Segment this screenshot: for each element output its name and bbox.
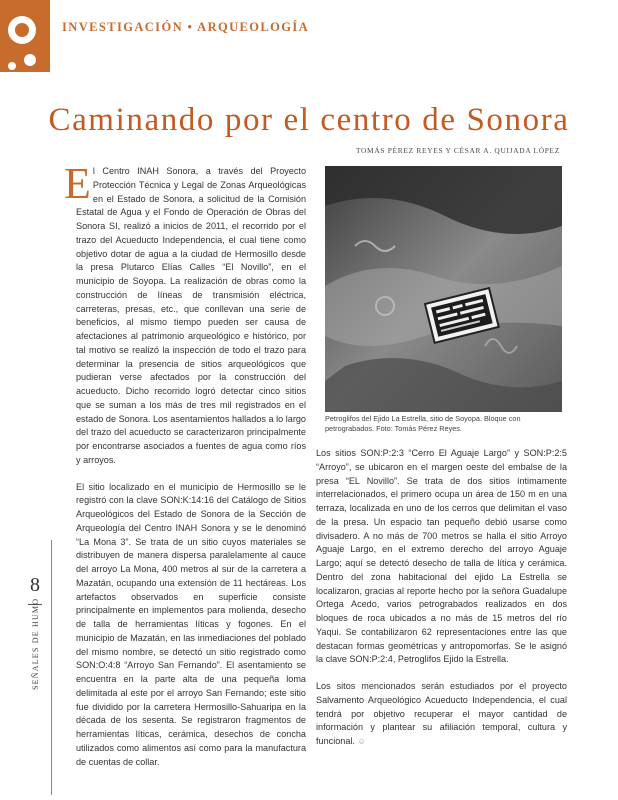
end-mark-icon: ☺ bbox=[357, 737, 366, 746]
petroglyph-photo bbox=[325, 166, 562, 412]
section-header: INVESTIGACIÓN • ARQUEOLOGÍA bbox=[62, 20, 310, 34]
closing-paragraph bbox=[316, 680, 567, 749]
photo-caption: Petroglifos del Ejido La Estrella, sitio de Soyopa. Bloque con petrograbados. Foto: Tomás Pérez Reyes. bbox=[325, 414, 521, 433]
closing-paragraph-text: Los sitos mencionados serán estudiados por el proyecto Salvamento Arqueológico Acueducto Independencia, el cual tendrá por objetivo recuperar el mayor cantidad de información y plantear su afiliación temporal, cultura y funcional. bbox=[316, 681, 567, 746]
body-paragraph: El sitio localizado en el municipio de Hermosillo se le registró con la clave SON:K:14:16 del Catálogo de Sitios Arqueológicos del Estado de Sonora de la Sección de Arqueología del Centro INAH Sonora y se le denominó “La Mona 3”. Se trata de un sitio cuyos materiales se distribuyen de manera dispersa paralelamente al cauce del arroyo La Mona, 400 metros al sur de la carretera a Mazatán, ocupando una extensión de 11 hectáreas. Los artefactos observados en superficie consiste principalmente en implementos para molienda, desecho de talla de herramientas líticas y fogones. En el municipio de Mazatán, en las inmediaciones del poblado del mismo nombre, se detectó un sitio registrado como SON:O:4:8 “Arroyo San Fernando”. El asentamiento se encuentra en la parte alta de una pequeña loma delimitada al este por el arroyo San Fernando; este sitio fue dividido por la carretera Hermosillo-Sahuaripa en la década de los sesenta. Se registraron fragmentos de herramientas líticas, cerámica, desechos de concha utilizados como alimentos así como para la manufactura de cuentas de collar. bbox=[76, 481, 306, 767]
body-paragraph: Los sitios SON:P:2:3 “Cerro El Aguaje Largo” y SON:P:2:5 “Arroyo”, se ubicaron en el margen oeste del embalse de la presa “EL Novillo”. Se trata de dos sitios íntimamente interrelacionados, el primero ocupa un área de 150 m en una terraza, localizada en uno de los cerros que delimitan el vaso de la presa. Un espacio tan pequeño debió usarse como divisadero. A no más de 700 metros se halla el sitio Arroyo Aguaje Largo, en el extremo derecho del arroyo Aguaje Largo; aquí se detectó desecho de talla de lítica y cerámica. Dentro del zona habitacional del ejido La Estrella se localizaron, gracias al reporte hecho por la señora Guadalupe Ortega Acedo, varios petrograbados realizados en dos bloques de roca ubicados a no más de 15 metros del río Yaqui. Se contabilizaron 62 representaciones entre las que destacan formas geométricas y antropomorfas. Se le asignó la clave SON:P:2:4, Petroglifos Ejido la Estrella. bbox=[316, 448, 567, 665]
divider bbox=[51, 540, 52, 795]
corner-logo-mark bbox=[0, 0, 50, 72]
article-title: Caminando por el centro de Sonora bbox=[48, 102, 570, 138]
publication-name: SEÑALES DE HUMO bbox=[31, 597, 40, 690]
intro-paragraph-text: l Centro INAH Sonora, a través del Proyecto Protección Técnica y Legal de Zonas Arqueológicas en el Estado de Sonora, a solicitud de la Comisión Estatal de Agua y el Fondo de Operación de Obras del Sonora SI, realizó a inicios de 2011, el recorrido por el trazo del Acueducto Independencia, el cual tiene como objetivo dotar de agua a la ciudad de Hermosillo desde la presa Plutarco Elías Calles “El Novillo”, en el municipio de Soyopa. La realización de obras como la construcción de líneas de transmisión eléctrica, carreteras, presas, etc., que conllevan una serie de beneficios, al mismo tiempo pueden ser causa de afectaciones al patrimonio arqueológico e histórico, por tal motivo se realizó la inspección de todo el trazo para determinar la presencia de sitios arqueológicos que pudieran verse afectados por la construcción del acueducto. Dicho recorrido logró detectar cinco sitios que se suman a los más de tres mil registrados en el estado de Sonora. Los asentamientos hallados a lo largo del trazo del acueducto se caracterizaron principalmente por encontrarse asociados a fuentes de agua como ríos y arroyos. bbox=[76, 166, 306, 465]
drop-cap: E bbox=[64, 159, 91, 208]
article-authors: TOMÁS PÉREZ REYES Y CÉSAR A. QUIJADA LÓPEZ bbox=[355, 146, 560, 155]
intro-paragraph bbox=[64, 159, 306, 468]
left-column bbox=[64, 159, 306, 769]
right-column bbox=[316, 447, 567, 749]
page-number: 8 bbox=[30, 574, 40, 596]
